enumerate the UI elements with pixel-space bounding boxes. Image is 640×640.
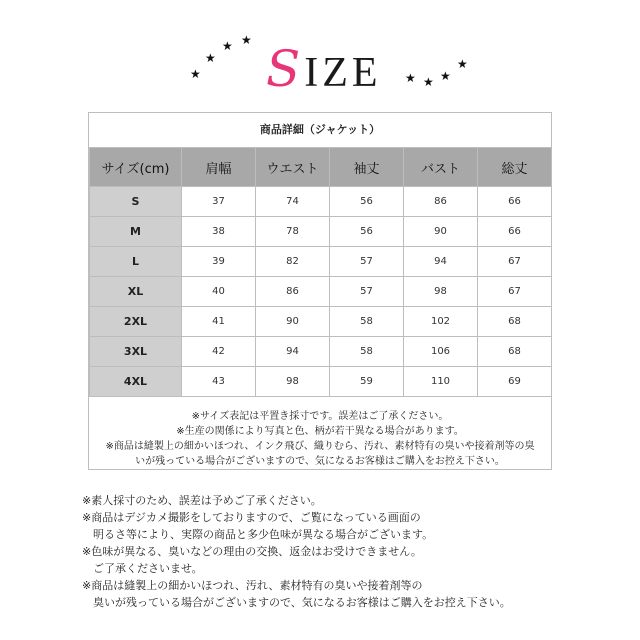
- table-cell: 68: [478, 337, 552, 367]
- table-cell: 78: [256, 217, 330, 247]
- header-cell: 袖丈: [330, 148, 404, 187]
- table-cell: 37: [182, 187, 256, 217]
- table-cell: 57: [330, 247, 404, 277]
- table-row: [90, 307, 552, 337]
- table-cell: 43: [182, 367, 256, 397]
- table-cell: 68: [478, 307, 552, 337]
- star-icon: ★: [440, 69, 451, 83]
- table-note-line: ※生産の関係により写真と色、柄が若干異なる場合があります。: [176, 426, 464, 437]
- table-cell: 90: [404, 217, 478, 247]
- size-header: [0, 18, 640, 98]
- star-icon: ★: [241, 33, 252, 47]
- table-cell: 39: [182, 247, 256, 277]
- note-line: 明るさ等により、実際の商品と多少色味が異なる場合がございます。: [82, 528, 434, 541]
- table-cell: 110: [404, 367, 478, 397]
- disclaimer-notes: [82, 492, 582, 611]
- table-row: [90, 337, 552, 367]
- size-label-cell: 4XL: [90, 367, 182, 397]
- star-icon: ★: [423, 75, 434, 89]
- table-row: [90, 217, 552, 247]
- table-cell: 67: [478, 277, 552, 307]
- header-cell: バスト: [404, 148, 478, 187]
- header-cell: 総丈: [478, 148, 552, 187]
- size-label-cell: M: [90, 217, 182, 247]
- table-note-line: ※商品は縫製上の細かいほつれ、インク飛び、織りむら、汚れ、素材特有の臭いや接着剤等の臭: [105, 441, 535, 452]
- title-first-letter: S: [266, 40, 305, 98]
- size-label-cell: L: [90, 247, 182, 277]
- note-line: 臭いが残っている場合がございますので、気になるお客様はご購入をお控え下さい。: [82, 596, 511, 609]
- table-cell: 106: [404, 337, 478, 367]
- table-cell: 98: [404, 277, 478, 307]
- table-cell: 58: [330, 337, 404, 367]
- table-cell: 98: [256, 367, 330, 397]
- size-table-panel: [88, 112, 552, 470]
- table-cell: 57: [330, 277, 404, 307]
- table-cell: 40: [182, 277, 256, 307]
- table-cell: 94: [404, 247, 478, 277]
- note-line: ご了承くださいませ。: [82, 562, 203, 575]
- header-cell: ウエスト: [256, 148, 330, 187]
- table-cell: 38: [182, 217, 256, 247]
- table-cell: 67: [478, 247, 552, 277]
- star-icon: ★: [222, 39, 233, 53]
- table-cell: 58: [330, 307, 404, 337]
- size-label-cell: XL: [90, 277, 182, 307]
- note-line: ※商品はデジカメ撮影をしておりますので、ご覧になっている画面の: [82, 511, 421, 524]
- table-row: [90, 277, 552, 307]
- table-cell: 56: [330, 217, 404, 247]
- table-cell: 69: [478, 367, 552, 397]
- note-line: ※商品は縫製上の細かいほつれ、汚れ、素材特有の臭いや接着剤等の: [82, 579, 423, 592]
- table-header-row: [90, 148, 552, 187]
- table-row: [90, 187, 552, 217]
- table-cell: 94: [256, 337, 330, 367]
- title-rest: IZE: [304, 50, 382, 96]
- table-row: [90, 367, 552, 397]
- table-cell: 66: [478, 187, 552, 217]
- table-note-line: ※サイズ表記は平置き採寸です。誤差はご了承ください。: [191, 411, 449, 422]
- table-cell: 102: [404, 307, 478, 337]
- size-label-cell: 2XL: [90, 307, 182, 337]
- table-cell: 86: [404, 187, 478, 217]
- star-icon: ★: [205, 51, 216, 65]
- header-cell: サイズ(cm): [90, 148, 182, 187]
- table-cell: 41: [182, 307, 256, 337]
- table-cell: 86: [256, 277, 330, 307]
- table-note-line: いが残っている場合がございますので、気になるお客様はご購入をお控え下さい。: [135, 456, 505, 467]
- star-icon: ★: [190, 67, 201, 81]
- star-icon: ★: [457, 57, 468, 71]
- table-notes: [89, 409, 551, 469]
- size-label-cell: 3XL: [90, 337, 182, 367]
- table-cell: 59: [330, 367, 404, 397]
- table-cell: 74: [256, 187, 330, 217]
- table-cell: 56: [330, 187, 404, 217]
- table-cell: 42: [182, 337, 256, 367]
- size-label-cell: S: [90, 187, 182, 217]
- page-title: [266, 40, 382, 98]
- note-line: ※色味が異なる、臭いなどの理由の交換、返金はお受けできません。: [82, 545, 422, 558]
- table-cell: 66: [478, 217, 552, 247]
- header-cell: 肩幅: [182, 148, 256, 187]
- note-line: ※素人採寸のため、誤差は予めご了承ください。: [82, 494, 322, 507]
- star-icon: ★: [405, 71, 416, 85]
- table-cell: 82: [256, 247, 330, 277]
- table-caption: 商品詳細（ジャケット）: [259, 123, 381, 136]
- table-row: [90, 247, 552, 277]
- table-cell: 90: [256, 307, 330, 337]
- size-table: [89, 147, 552, 397]
